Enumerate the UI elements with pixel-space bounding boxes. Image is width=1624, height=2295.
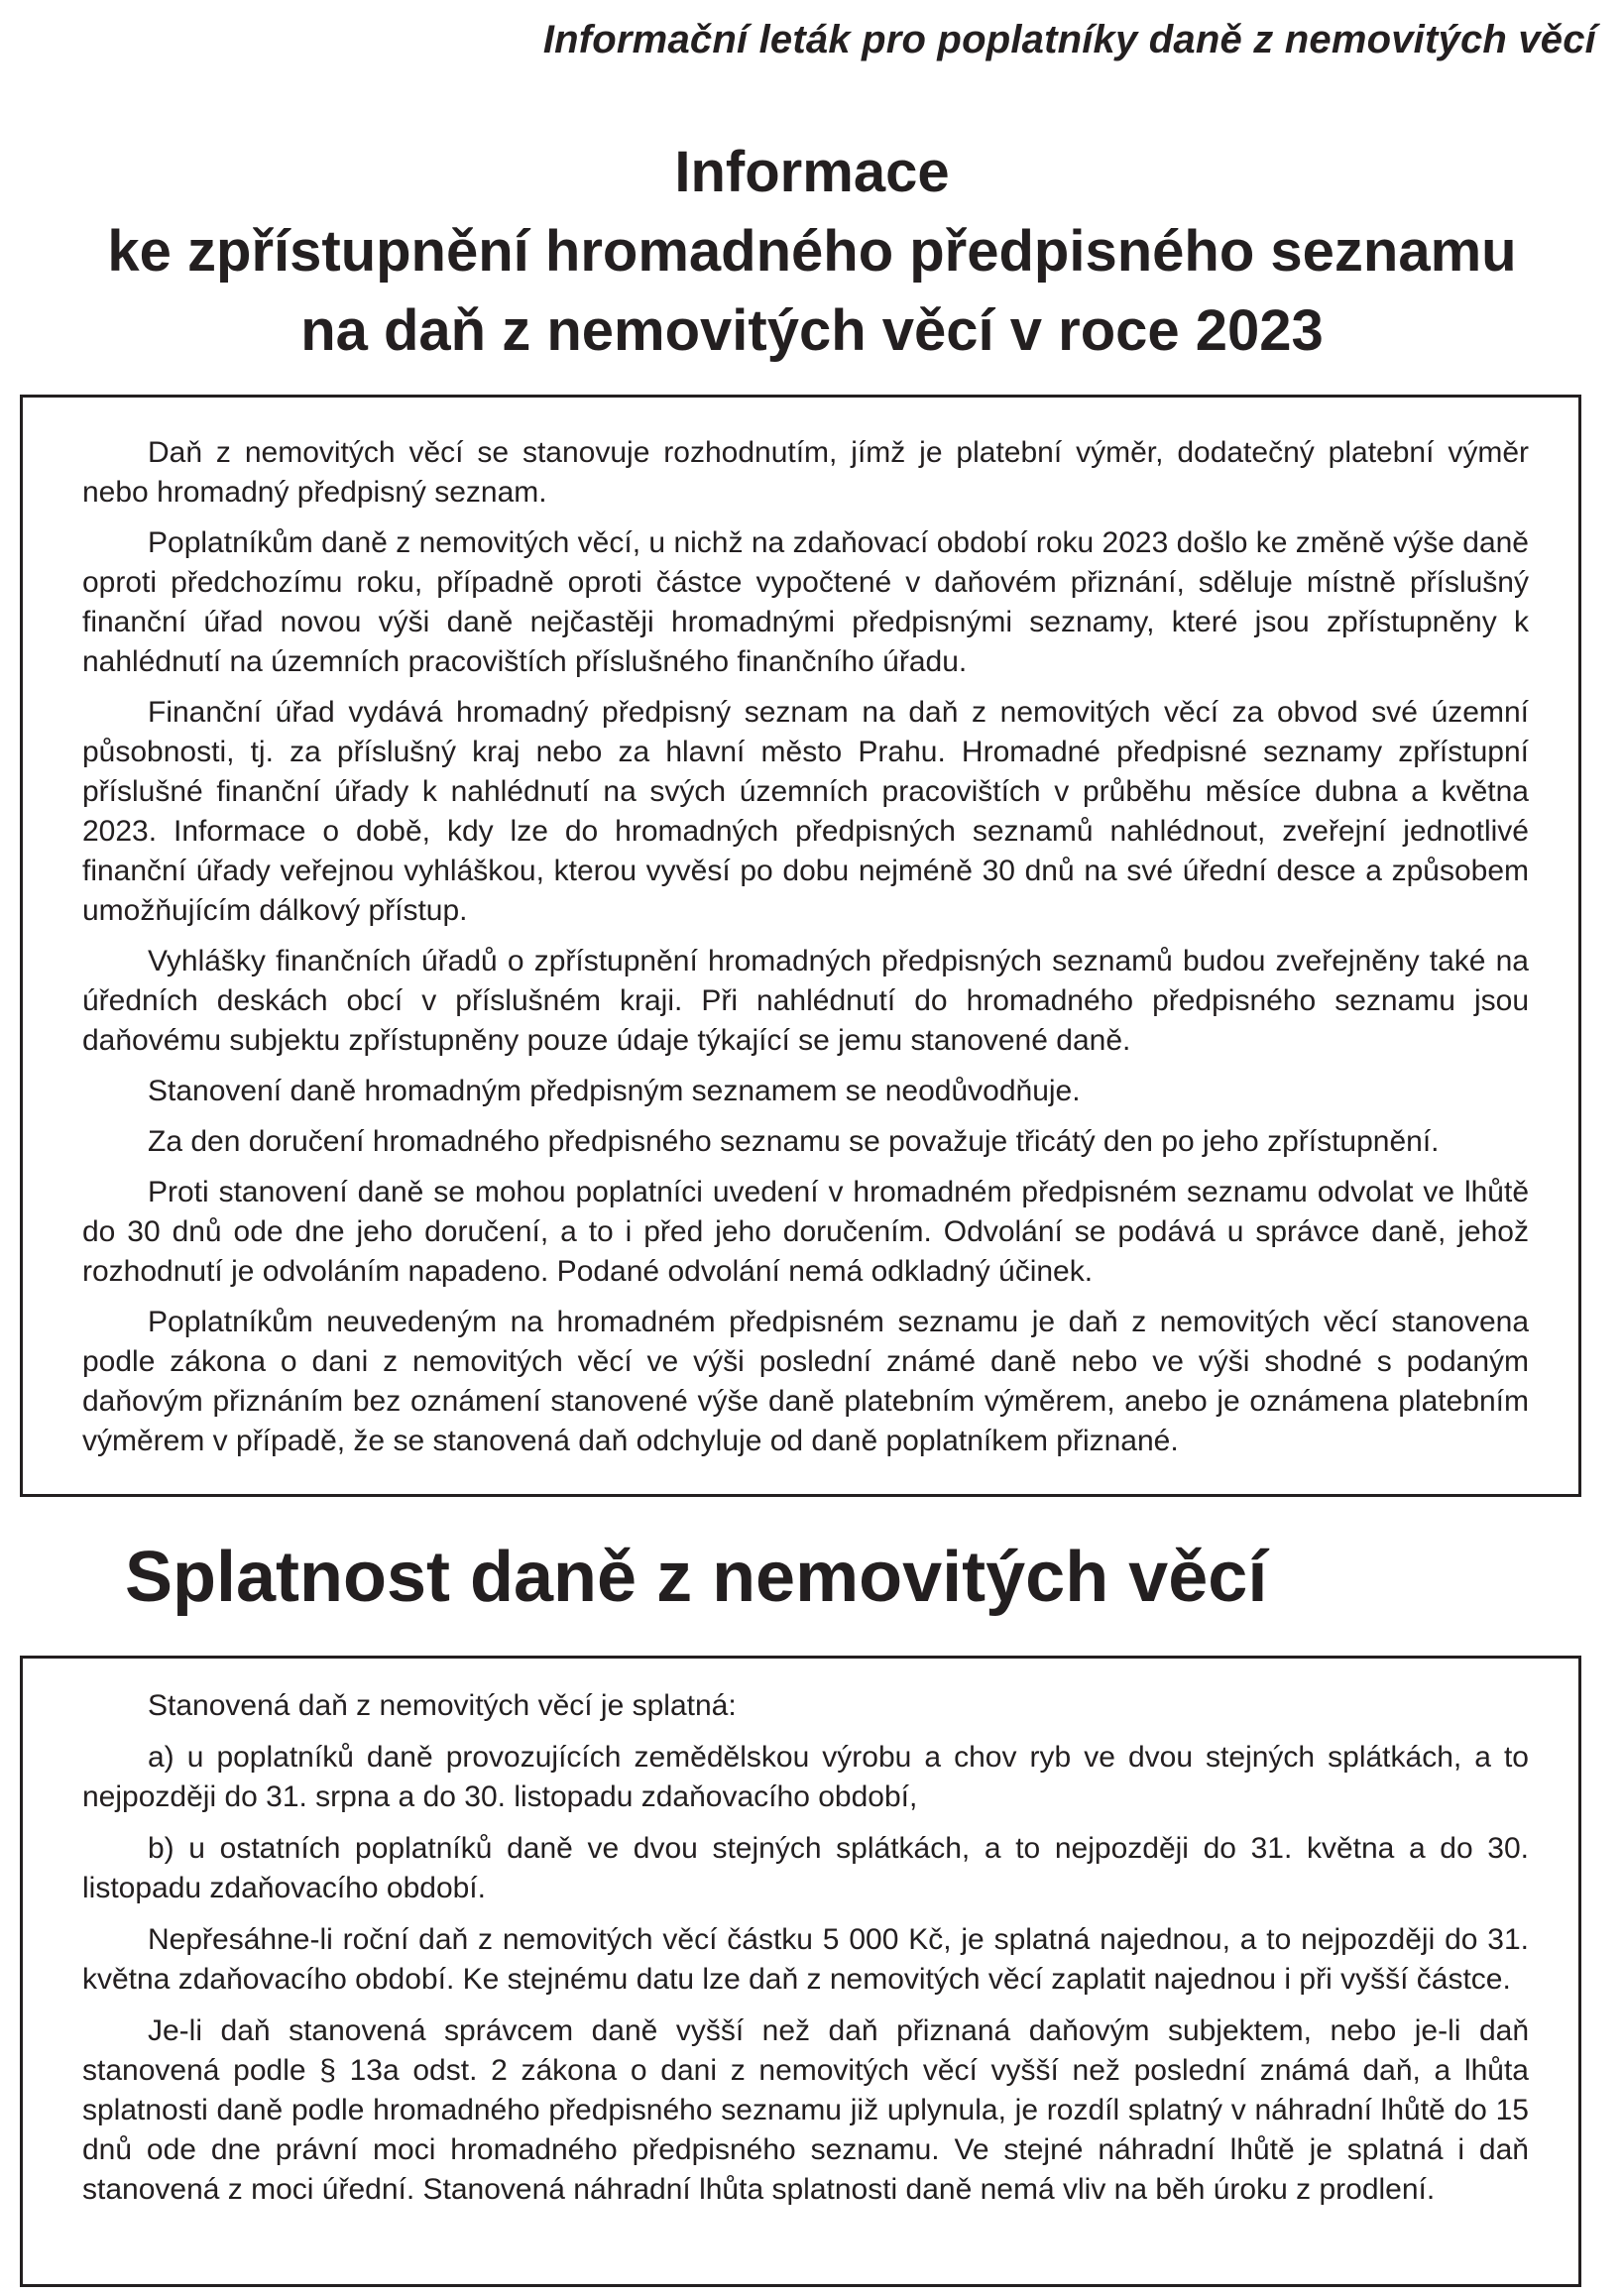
splatnost-paragraph: Je-li daň stanovená správcem daně vyšší než daň přiznaná daňovým subjektem, nebo je-li daň stanovená podle § 13a odst. 2 zákona o dani z nemovitých věcí vyšší než poslední známá daň, a lhůta splatnosti daně podle hromadného předpisného seznamu již uplynula, je rozdíl splatný v náhradní lhůtě do 15 dnů ode dne právní moci hromadného předpisného seznamu. Ve stejné náhradní lhůtě je splatná i daň stanovená z moci úřední. Stanovená náhradní lhůta splatnosti daně nemá vliv na běh úroku z prodlení. bbox=[82, 2014, 1529, 2206]
info-paragraph: Proti stanovení daně se mohou poplatníci uvedení v hromadném předpisném seznamu odvolat ve lhůtě do 30 dnů ode dne jeho doručení, a to i před jeho doručením. Odvolání se podává u správce daně, jehož rozhodnutí je odvoláním napadeno. Podané odvolání nemá odkladný účinek. bbox=[82, 1176, 1529, 1288]
info-paragraph: Za den doručení hromadného předpisného seznamu se považuje třicátý den po jeho zpřístupnění. bbox=[148, 1125, 1440, 1158]
info-paragraph: Poplatníkům daně z nemovitých věcí, u nichž na zdaňovací období roku 2023 došlo ke změně výše daně oproti předchozímu roku, případně oproti částce vypočtené v daňovém přiznání, sděluje místně příslušný finanční úřad novou výši daně nejčastěji hromadnými předpisnými seznamy, které jsou zpřístupněny k nahlédnutí na územních pracovištích příslušného finančního úřadu. bbox=[82, 526, 1529, 678]
splatnost-paragraph: Stanovená daň z nemovitých věcí je splatná: bbox=[148, 1689, 737, 1722]
title-line-2: ke zpřístupnění hromadného předpisného seznamu bbox=[107, 219, 1517, 284]
splatnost-paragraph: Nepřesáhne-li roční daň z nemovitých věcí částku 5 000 Kč, je splatná najednou, a to nejpozději do 31. května zdaňovacího období. Ke stejnému datu lze daň z nemovitých věcí zaplatit najednou i při vyšší částce. bbox=[82, 1923, 1529, 1996]
title-line-1: Informace bbox=[674, 140, 950, 204]
info-paragraph: Stanovení daně hromadným předpisným seznamem se neodůvodňuje. bbox=[148, 1075, 1081, 1107]
splatnost-paragraph: b) u ostatních poplatníků daně ve dvou stejných splátkách, a to nejpozději do 31. května a do 30. listopadu zdaňovacího období. bbox=[82, 1832, 1529, 1904]
section-title-splatnost: Splatnost daně z nemovitých věcí bbox=[125, 1538, 1268, 1617]
title-line-3: na daň z nemovitých věcí v roce 2023 bbox=[300, 298, 1324, 363]
info-paragraph: Poplatníkům neuvedeným na hromadném předpisném seznamu je daň z nemovitých věcí stanovena podle zákona o dani z nemovitých věcí ve výši poslední známé daně nebo ve výši shodné s podaným daňovým přiznáním bez oznámení stanovené výše daně platebním výměrem, anebo je oznámena platebním výměrem v případě, že se stanovená daň odchyluje od daně poplatníkem přiznané. bbox=[82, 1306, 1529, 1457]
leaflet-header-note: Informační leták pro poplatníky daně z nemovitých věcí bbox=[542, 18, 1596, 61]
info-box bbox=[20, 395, 1581, 1497]
info-paragraph: Finanční úřad vydává hromadný předpisný seznam na daň z nemovitých věcí za obvod své územní působnosti, tj. za příslušný kraj nebo za hlavní město Prahu. Hromadné předpisné seznamy zpřístupní příslušné finanční úřady k nahlédnutí na svých územních pracovištích v průběhu měsíce dubna a května 2023. Informace o době, kdy lze do hromadných předpisných seznamů nahlédnout, zveřejní jednotlivé finanční úřady veřejnou vyhláškou, kterou vyvěsí po dobu nejméně 30 dnů na své úřední desce a způsobem umožňujícím dálkový přístup. bbox=[82, 696, 1529, 927]
splatnost-paragraph: a) u poplatníků daně provozujících zemědělskou výrobu a chov ryb ve dvou stejných splátkách, a to nejpozději do 31. srpna a do 30. listopadu zdaňovacího období, bbox=[82, 1741, 1529, 1813]
page-title bbox=[0, 133, 1624, 371]
splatnost-box bbox=[20, 1656, 1581, 2287]
info-paragraph: Vyhlášky finančních úřadů o zpřístupnění hromadných předpisných seznamů budou zveřejněny také na úředních deskách obcí v příslušném kraji. Při nahlédnutí do hromadného předpisného seznamu jsou daňovému subjektu zpřístupněny pouze údaje týkající se jemu stanovené daně. bbox=[82, 945, 1529, 1057]
info-paragraph: Daň z nemovitých věcí se stanovuje rozhodnutím, jímž je platební výměr, dodatečný platební výměr nebo hromadný předpisný seznam. bbox=[82, 436, 1529, 509]
